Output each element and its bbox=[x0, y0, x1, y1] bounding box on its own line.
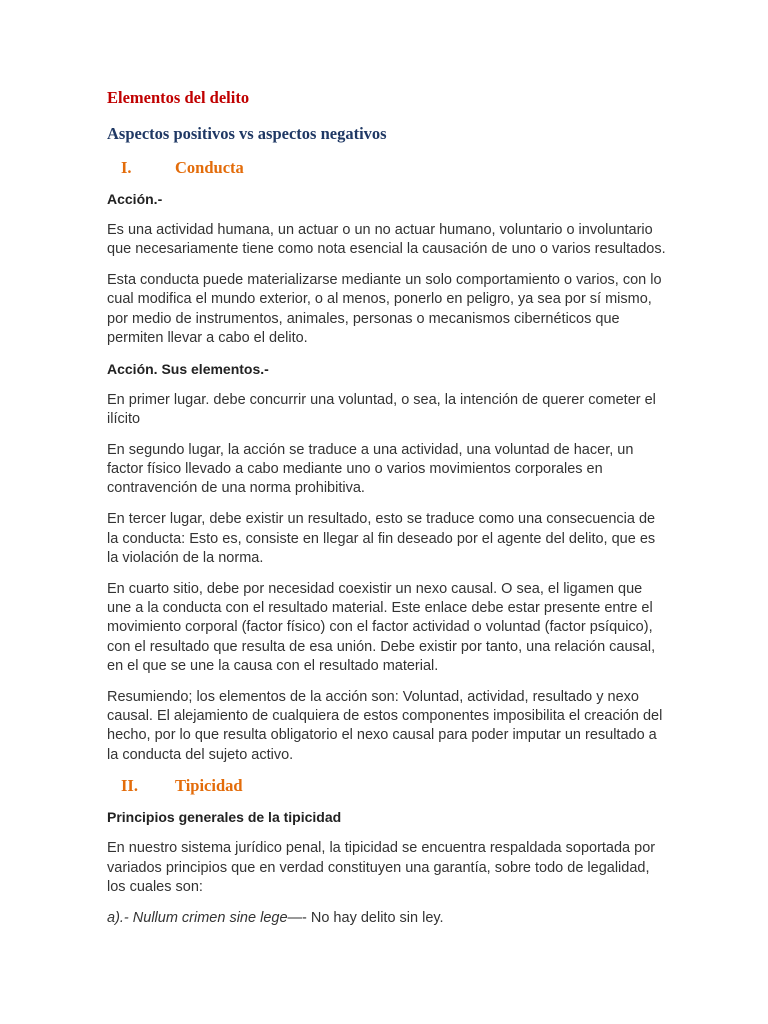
document-page bbox=[107, 88, 667, 940]
paragraph: En cuarto sitio, debe por necesidad coexistir un nexo causal. O sea, el ligamen que une a la conducta con el resultado material. Este enlace debe estar presente entre el movimiento corporal (factor físico) con el factor actividad o voluntad (factor psíquico), con el resultado que resulta de esa unión. Debe existir por tanto, una relación causal, en el que se une la causa con el resultado material. bbox=[107, 580, 656, 674]
paragraph: En primer lugar. debe concurrir una voluntad, o sea, la intención de querer cometer el ilícito bbox=[107, 391, 656, 428]
paragraph: Resumiendo; los elementos de la acción son: Voluntad, actividad, resultado y nexo causal. El alejamiento de cualquiera de estos componentes imposibilita el creación del hecho, por lo que resulta obligatorio el nexo causal para poder imputar un resultado a la conducta del sujeto activo. bbox=[107, 688, 663, 763]
subheading-principios: Principios generales de la tipicidad bbox=[107, 809, 342, 826]
section-number: I. bbox=[121, 158, 132, 177]
section-title: Conducta bbox=[175, 158, 244, 177]
principle-line bbox=[107, 909, 667, 928]
paragraph: Esta conducta puede materializarse mediante un solo comportamiento o varios, con lo cual modifica el mundo exterior, o al menos, ponerlo en peligro, ya sea por sí mismo, por medio de instrumentos, animales, personas o mecanismos cibernéticos que permiten llevar a cabo el delito. bbox=[107, 272, 662, 346]
section-heading-tipicidad bbox=[121, 776, 667, 796]
principle-translation: —- No hay delito sin ley. bbox=[287, 909, 444, 926]
paragraph: En tercer lugar, debe existir un resultado, esto se traduce como una consecuencia de la conducta: Esto es, consiste en llegar al fin deseado por el agente del delito, que es la violación de la norma. bbox=[107, 511, 656, 566]
document-subtitle: Aspectos positivos vs aspectos negativos bbox=[107, 124, 387, 143]
section-heading-conducta bbox=[121, 158, 667, 178]
section-title: Tipicidad bbox=[175, 776, 243, 796]
subheading-accion-elementos: Acción. Sus elementos.- bbox=[107, 360, 269, 377]
section-number: II. bbox=[121, 776, 138, 796]
paragraph: En nuestro sistema jurídico penal, la tipicidad se encuentra respaldada soportada por variados principios que en verdad constituyen una garantía, sobre todo de legalidad, los cuales son: bbox=[107, 840, 656, 895]
paragraph: En segundo lugar, la acción se traduce a una actividad, una voluntad de hacer, un factor físico llevado a cabo mediante uno o varios movimientos corporales en contravención de una norma prohibitiva. bbox=[107, 441, 634, 497]
principle-latin: a).- Nullum crimen sine lege bbox=[107, 909, 288, 926]
subheading-accion: Acción.- bbox=[107, 191, 163, 207]
document-title: Elementos del delito bbox=[107, 88, 250, 107]
paragraph: Es una actividad humana, un actuar o un no actuar humano, voluntario o involuntario que necesariamente tiene como nota esencial la causación de uno o varios resultados. bbox=[107, 222, 666, 258]
